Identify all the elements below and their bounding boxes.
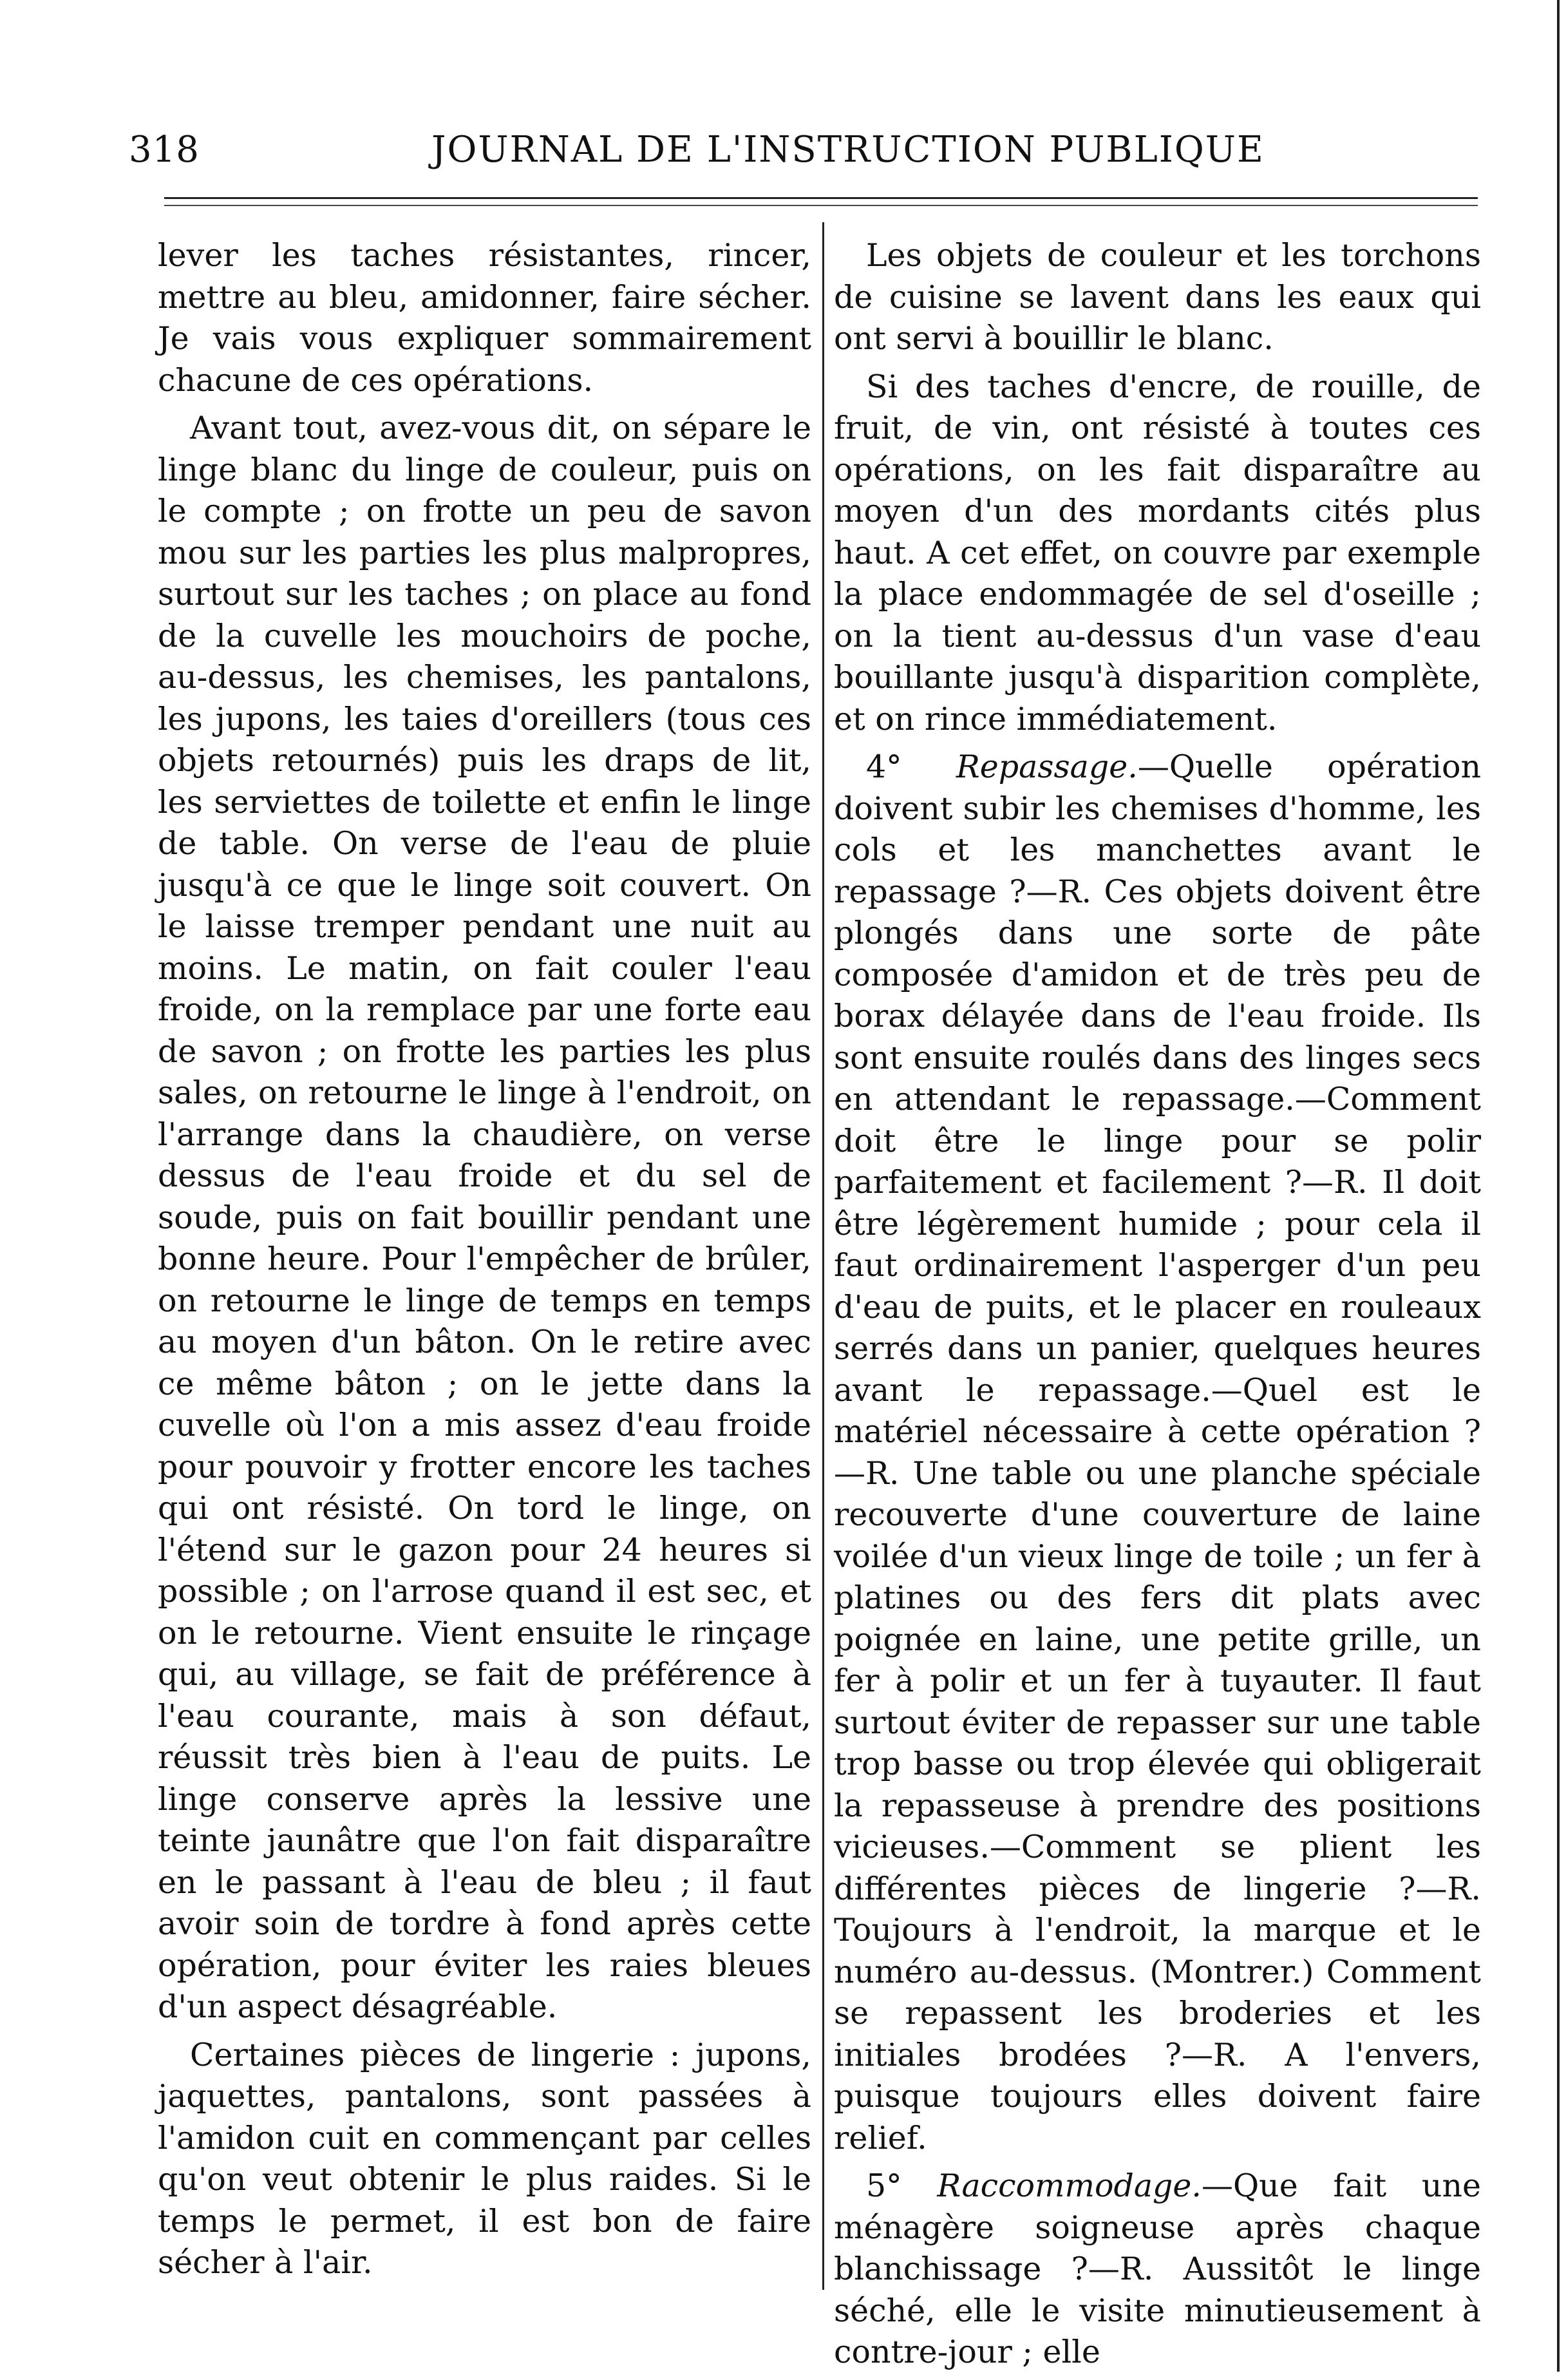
left-column xyxy=(158,235,811,2290)
header-rule-secondary xyxy=(164,205,1478,206)
right-paragraph-2: Si des taches d'encre, de rouille, de fruit, de vin, ont résisté à toutes ces opérations, on les fait disparaître au moyen d'un des mordants cités plus haut. A cet effet, on couvre par exemple la place endommagée de sel d'oseille ; on la tient au-dessus d'un vase d'eau bouillante jusqu'à disparition complète, et on rince immédiatement. xyxy=(834,368,1481,738)
right-paragraph-4 xyxy=(834,2166,1481,2374)
running-title: JOURNAL DE L'INSTRUCTION PUBLIQUE xyxy=(431,129,1265,171)
right-paragraph-3 xyxy=(834,747,1481,2159)
left-paragraph-3: Certaines pièces de lingerie : jupons, jaquettes, pantalons, sont passées à l'amidon cuit en commençant par celles qu'on veut obtenir le plus raides. Si le temps le permet, il est bon de faire sécher à l'air. xyxy=(158,2036,811,2281)
page-edge-line xyxy=(1557,0,1560,2372)
column-divider xyxy=(822,222,824,2290)
section-number-5: 5° xyxy=(866,2167,902,2204)
header-rule xyxy=(164,197,1478,199)
section-heading-repassage: Repassage. xyxy=(956,748,1138,785)
section-text-raccommodage: —Que fait une ménagère soigneuse après chaque blanchissage ?—R. Aussitôt le linge séché, elle le visite minutieusement à contre-jour ; elle xyxy=(834,2167,1481,2370)
right-column xyxy=(834,235,1481,2380)
section-text-repassage: —Quelle opération doivent subir les chemises d'homme, les cols et les manchettes avant le repassage ?—R. Ces objets doivent être plongés dans une sorte de pâte composée d'amidon et de très peu de borax délayée dans de l'eau froide. Ils sont ensuite roulés dans des linges secs en attendant le repassage.—Comment doit être le linge pour se polir parfaitement et facilement ?—R. Il doit être légèrement humide ; pour cela il faut ordinairement l'asperger d'un peu d'eau de puits, et le placer en rouleaux serrés dans un panier, quelques heures avant le repassage.—Quel est le matériel nécessaire à cette opération ?—R. Une table ou une planche spéciale recouverte d'une couverture de laine voilée d'un vieux linge de toile ; un fer à platines ou des fers dit plats avec poignée en laine, une petite grille, un fer à polir et un fer à tuyauter. Il faut surtout éviter de repasser sur une table trop basse ou trop élevée qui obligerait la repasseuse à prendre des positions vicieuses.—Comment se plient les différentes pièces de lingerie ?—R. Toujours à l'endroit, la marque et le numéro au-dessus. (Montrer.) Comment se repassent les broderies et les initiales brodées ?—R. A l'envers, puisque toujours elles doivent faire relief. xyxy=(834,748,1481,2156)
left-paragraph-1: lever les taches résistantes, rincer, mettre au bleu, amidonner, faire sécher. Je vais vous expliquer sommairement chacune de ces opérations. xyxy=(158,237,811,399)
page-number: 318 xyxy=(129,129,200,171)
right-paragraph-1: Les objets de couleur et les torchons de cuisine se lavent dans les eaux qui ont servi à bouillir le blanc. xyxy=(834,237,1481,357)
section-heading-raccommodage: Raccommodage. xyxy=(937,2167,1202,2204)
section-number-4: 4° xyxy=(866,748,902,785)
left-paragraph-2: Avant tout, avez-vous dit, on sépare le linge blanc du linge de couleur, puis on le compte ; on frotte un peu de savon mou sur les parties les plus malpropres, surtout sur les taches ; on place au fond de la cuvelle les mouchoirs de poche, au-dessus, les chemises, les pantalons, les jupons, les taies d'oreillers (tous ces objets retournés) puis les draps de lit, les serviettes de toilette et enfin le linge de table. On verse de l'eau de pluie jusqu'à ce que le linge soit couvert. On le laisse tremper pendant une nuit au moins. Le matin, on fait couler l'eau froide, on la remplace par une forte eau de savon ; on frotte les parties les plus sales, on retourne le linge à l'endroit, on l'arrange dans la chaudière, on verse dessus de l'eau froide et du sel de soude, puis on fait bouillir pendant une bonne heure. Pour l'empêcher de brûler, on retourne le linge de temps en temps au moyen d'un bâton. On le retire avec ce même bâton ; on le jette dans la cuvelle où l'on a mis assez d'eau froide pour pouvoir y frotter encore les taches qui ont résisté. On tord le linge, on l'étend sur le gazon pour 24 heures si possible ; on l'arrose quand il est sec, et on le retourne. Vient ensuite le rinçage qui, au village, se fait de préférence à l'eau courante, mais à son défaut, réussit très bien à l'eau de puits. Le linge conserve après la lessive une teinte jaunâtre que l'on fait disparaître en le passant à l'eau de bleu ; il faut avoir soin de tordre à fond après cette opération, pour éviter les raies bleues d'un aspect désagréable. xyxy=(158,410,811,2025)
page-header xyxy=(129,129,1487,180)
